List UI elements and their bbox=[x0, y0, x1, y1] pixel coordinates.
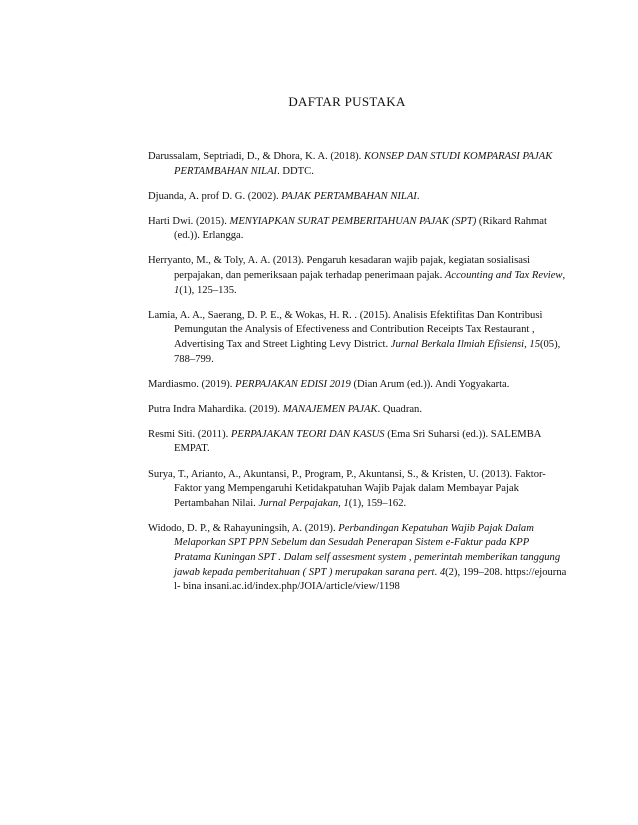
reference-item bbox=[148, 215, 568, 244]
reference-authors-year: Djuanda, A. prof D. G. (2002). bbox=[148, 190, 282, 202]
reference-volume: 15 bbox=[529, 338, 540, 350]
reference-item bbox=[148, 403, 568, 418]
reference-list bbox=[148, 150, 568, 605]
reference-title: Perbandingan Kepatuhan Wajib Pajak Dalam Melaporkan SPT PPN Sebelum dan Sesudah Penerapan Sistem e-Faktur pada KPP Pratama Kuningan SPT . Dalam self assesment system , pemerintah memberikan tanggung jawab kepada pemberitahuan ( SPT ) merupakan sarana pert bbox=[174, 522, 561, 578]
reference-separator: , bbox=[338, 497, 344, 509]
reference-title: PERPAJAKAN EDISI 2019 bbox=[235, 378, 351, 390]
reference-pages: (1), 125–135. bbox=[179, 284, 237, 296]
reference-title: MENYIAPKAN SURAT PEMBERITAHUAN PAJAK (SPT) bbox=[229, 215, 477, 227]
reference-item bbox=[148, 309, 568, 367]
reference-pages-url: (2), 199–208. https://ejournal- bina insani.ac.id/index.php/JOIA/article/view/1198 bbox=[174, 566, 567, 593]
reference-separator: . bbox=[434, 566, 440, 578]
reference-pages: (05), 788–799. bbox=[174, 338, 561, 365]
reference-authors-year: Herryanto, M., & Toly, A. A. (2013). Pengaruh kesadaran wajib pajak, kegiatan sosialisasi perpajakan, dan pemeriksaan pajak terhadap penerimaan pajak. bbox=[148, 255, 531, 282]
reference-authors-year: Harti Dwi. (2015). bbox=[148, 215, 230, 227]
reference-item bbox=[148, 522, 568, 595]
reference-item bbox=[148, 468, 568, 512]
reference-authors-year: Darussalam, Septriadi, D., & Dhora, K. A. (2018). bbox=[148, 151, 364, 162]
reference-authors-year: Mardiasmo. (2019). bbox=[148, 378, 236, 390]
reference-journal: Jurnal Perpajakan bbox=[258, 497, 339, 509]
page-title: DAFTAR PUSTAKA bbox=[288, 94, 406, 109]
reference-pages: (1), 159–162. bbox=[348, 497, 407, 509]
reference-title: KONSEP DAN STUDI KOMPARASI PAJAK PERTAMBAHAN NILAI bbox=[174, 151, 553, 177]
reference-title: PAJAK PERTAMBAHAN NILAI bbox=[281, 190, 417, 202]
reference-item bbox=[148, 378, 568, 393]
reference-volume: 1 bbox=[174, 284, 180, 296]
reference-authors-year: Surya, T., Arianto, A., Akuntansi, P., Program, P., Akuntansi, S., & Kristen, U. (2013). Faktor-Faktor yang Mempengaruhi Ketidakpatuhan Wajib Pajak dalam Membayar Pajak Pertambahan Nilai. bbox=[148, 468, 546, 509]
reference-publisher: (Ema Sri Suharsi (ed.)). SALEMBA EMPAT. bbox=[174, 428, 541, 455]
reference-separator: , bbox=[524, 338, 530, 350]
reference-publisher: (Dian Arum (ed.)). Andi Yogyakarta. bbox=[350, 378, 510, 390]
reference-title: PERPAJAKAN TEORI DAN KASUS bbox=[230, 428, 385, 440]
reference-publisher: . Quadran. bbox=[377, 403, 422, 415]
reference-publisher: . DDTC. bbox=[277, 165, 314, 177]
reference-volume: 1 bbox=[343, 497, 349, 509]
reference-publisher: . bbox=[416, 190, 420, 202]
reference-authors-year: Resmi Siti. (2011). bbox=[148, 428, 231, 440]
reference-publisher: (Rikard Rahmat (ed.)). Erlangga. bbox=[174, 215, 547, 242]
reference-item bbox=[148, 150, 568, 179]
reference-authors-year: Putra Indra Mahardika. (2019). bbox=[148, 403, 283, 415]
reference-authors-year: Lamia, A. A., Saerang, D. P. E., & Wokas, H. R. . (2015). Analisis Efektifitas Dan Kontribusi Pemungutan the Analysis of Efectiveness and Contribution Receipts Tax Restaurant , Advertising Tax and Street Lighting Levy District. bbox=[148, 309, 543, 350]
reference-journal: Jurnal Berkala Ilmiah Efisiensi bbox=[390, 338, 525, 350]
reference-authors-year: Widodo, D. P., & Rahayuningsih, A. (2019). bbox=[148, 522, 339, 534]
reference-volume: 4 bbox=[439, 566, 446, 578]
reference-title: MANAJEMEN PAJAK bbox=[282, 403, 378, 415]
reference-separator: , bbox=[562, 270, 566, 282]
reference-journal: Accounting and Tax Review bbox=[444, 270, 563, 282]
reference-item bbox=[148, 254, 568, 298]
reference-item bbox=[148, 190, 568, 205]
reference-item bbox=[148, 428, 568, 457]
